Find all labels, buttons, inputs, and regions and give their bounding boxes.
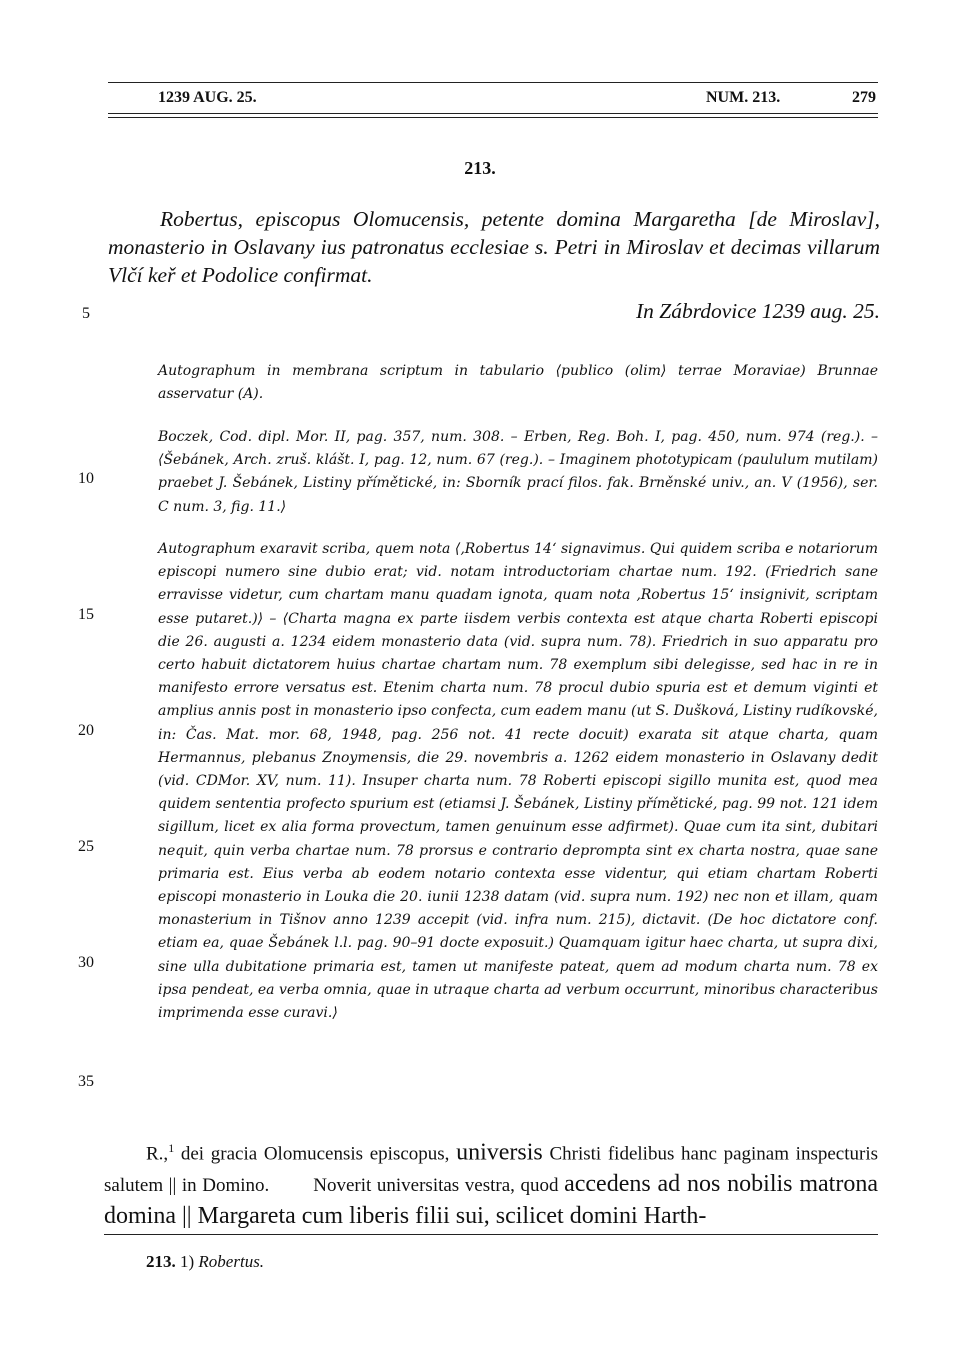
literature-text: Boczek, Cod. dipl. Mor. II, pag. 357, num. 308. – Erben, Reg. Boh. I, pag. 450, num. 974 (reg.). – ⟨Šebánek, Arch. zruš. klášt. I, pag. 12, num. 67 (reg.). – Imaginem phototypicam (paululum mutilam) praebet J. Šebánek, Listiny přímětické, in: Sborník prací filos. fak. Brněnské univ., an. V (1956), ser. C num. 3, fig. 11.⟩ bbox=[158, 429, 878, 515]
header-date: 1239 AUG. 25. bbox=[158, 89, 257, 106]
charter-text bbox=[104, 1133, 878, 1233]
header-rule-bottom-1 bbox=[108, 113, 878, 114]
footnote-number: 213. bbox=[146, 1252, 176, 1271]
header-rule-top bbox=[108, 82, 878, 83]
charter-segment-large: universis bbox=[456, 1139, 543, 1166]
header-page-number: 279 bbox=[852, 89, 876, 106]
commentary bbox=[158, 538, 878, 1025]
footnote-reference: 1 bbox=[168, 1141, 175, 1155]
line-number: 5 bbox=[82, 305, 90, 322]
regest-text: Robertus, episcopus Olomucensis, petente domina Margaretha [de Miroslav], monasterio in Oslavany ius patronatus ecclesiae s. Petri in Miroslav et decimas villarum Vlčí keř et Podolice confirmat. bbox=[108, 207, 880, 287]
charter-initial: R., bbox=[146, 1143, 169, 1165]
regest bbox=[108, 205, 880, 289]
line-number: 10 bbox=[78, 470, 94, 487]
commentary-text: Autographum exaravit scriba, quem nota ⟨‚Robertus 14‘ signavimus. Qui quidem scriba e notariorum episcopi numero sine dubio erat; vid. notam introductoriam chartae num. 192. (Friedrich sane erravisse videtur, cum chartam manu quadam ignota, quam nota ‚Robertus 15‘ insignivit, scriptam esse putaret.)⟩ – ⟨Charta magna ex parte iisdem verbis contexta est atque charta Roberti episcopi die 26. augusti a. 1234 eidem monasterio data (vid. supra num. 78). Friedrich in suo apparatu pro certo habuit dictatorem huius chartae chartam num. 78 exemplum sibi delegisse, sed hac in re in manifesto errore versatus est. Etenim charta num. 78 procul dubio spuria est et demum viginti et amplius annis post in monasterio ipso confecta, cum eadem manu (ut S. Dušková, Listiny rudíkovské, in: Čas. Mat. mor. 68, 1948, pag. 256 not. 41 recte docuit) exarata sit atque charta, quam Hermannus, plebanus Znoymensis, die 29. novembris a. 1262 eidem monasterio in Oslavany dedit (vid. CDMor. XV, num. 11). Insuper charta num. 78 Roberti episcopi sigillo munita est, quod mea quidem sententia profecto spurium est (etiamsi J. Šebánek, Listiny přímětické, pag. 99 not. 121 idem sigillum, licet ex alia forma provectum, tamen genuinum esse adfirmet). Quae cum ita sint, dubitari nequit, quin verba chartae num. 78 prorsus e contrario deprompta sint ex charta nostra, quae sane primaria est. Eius verba ab eodem notario contexta esse videntur, qui etiam chartam Roberti episcopi monasterio in Louka die 20. iunii 1238 datam (vid. supra num. 192) nec non et illam, quam monasterium in Tišnov anno 1239 accepit (vid. infra num. 215), dictavit. (De hoc dictatore conf. etiam ea, quae Šebánek l.l. pag. 90–91 docte exposuit.) Quamquam igitur haec charta, ut supra dixi, sine ulla dubitatione primaria est, tamen ut manifeste pateat, quem ad modum charta num. 78 ex ipsa pendeat, ea verba omnia, quae in utraque charta ad verbum occurrunt, minoribus characteribus imprimenda esse curavi.⟩ bbox=[158, 541, 878, 1022]
line-number: 20 bbox=[78, 722, 94, 739]
charter-paragraph bbox=[104, 1133, 878, 1233]
footnote-mark: 1) bbox=[180, 1252, 195, 1271]
charter-segment: Noverit universitas vestra, quod bbox=[313, 1175, 565, 1197]
footnote bbox=[146, 1252, 264, 1272]
tradition bbox=[158, 360, 878, 406]
document-number: 213. bbox=[464, 158, 496, 178]
tradition-text: Autographum in membrana scriptum in tabulario ⟨publico (olim⟩ terrae Moraviae) Brunnae asservatur (A). bbox=[158, 363, 878, 403]
header-rule-bottom-2 bbox=[108, 117, 878, 118]
literature bbox=[158, 426, 878, 519]
line-number: 30 bbox=[78, 954, 94, 971]
line-number: 25 bbox=[78, 838, 94, 855]
charter-segment-large: accedens ad nos nobilis matrona domina || Margareta cum liberis filii sui, scilicet domini Harth- bbox=[104, 1171, 878, 1230]
header-number: NUM. 213. bbox=[706, 89, 781, 106]
charter-segment: dei gracia Olomucensis episcopus, bbox=[174, 1143, 457, 1165]
charter-segment: Christi fidelibus hanc paginam inspecturis salutem || in Domino. bbox=[104, 1143, 878, 1197]
footnote-text: Robertus. bbox=[198, 1252, 265, 1271]
footnote-rule bbox=[104, 1234, 878, 1235]
line-number: 15 bbox=[78, 606, 94, 623]
dateline: In Zábrdovice 1239 aug. 25. bbox=[635, 299, 880, 323]
line-number: 35 bbox=[78, 1073, 94, 1090]
